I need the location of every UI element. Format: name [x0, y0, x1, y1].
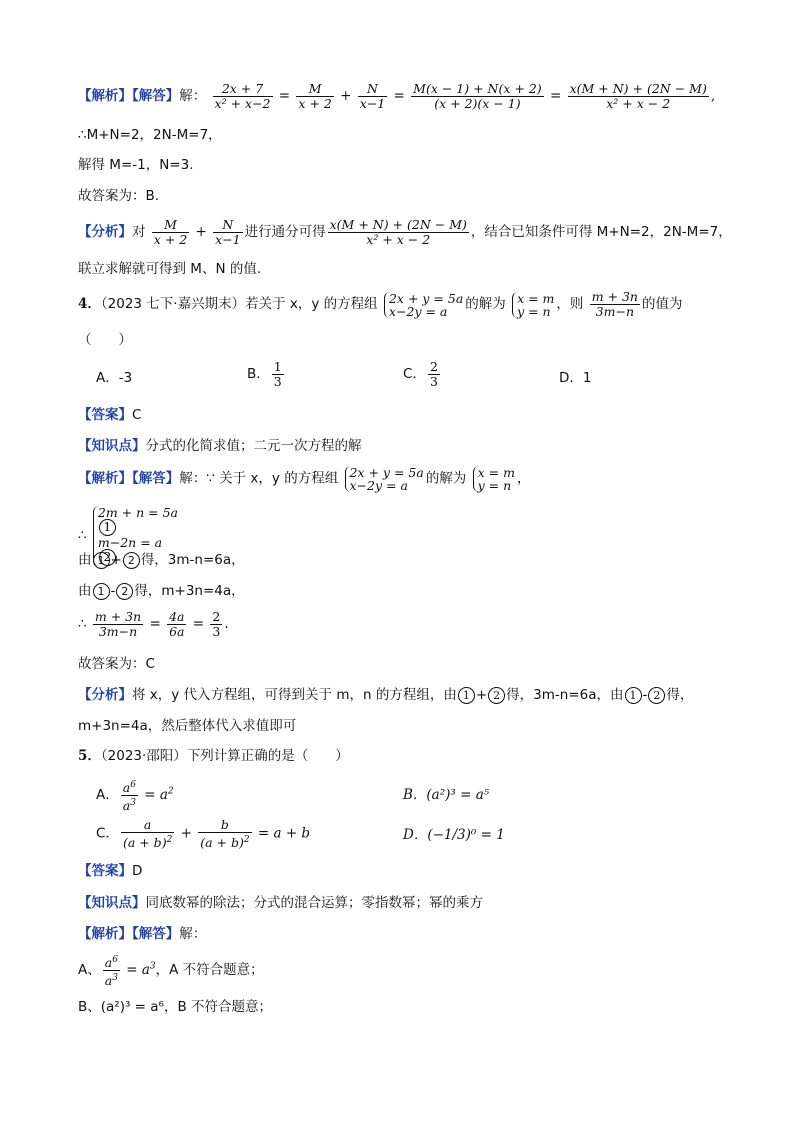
q5-knowledge: 【知识点】同底数幂的除法；分式的混合运算；零指数幂；幂的乘方: [78, 895, 483, 911]
q4-final: 故答案为：C: [78, 656, 155, 672]
q5-b-line: B、(a²)³ = a⁶，B 不符合题意；: [78, 999, 273, 1015]
q4-option-d: D．1: [559, 370, 592, 386]
fraction: $\frac{M}{x + 2}$: [298, 81, 332, 111]
solution-tag: 【解析】【解答】: [78, 88, 180, 104]
q5-stem: 5．（2023·邵阳）下列计算正确的是（ ）: [78, 748, 349, 764]
q4-system-mn: ∴ 2m + n = 5a 1 m−2n = a 2: [78, 505, 178, 564]
fraction: $\frac{2x + 7}{\text{x² + x−2}}$: [214, 81, 271, 111]
equation-system: 2x + y = 5a x−2y = a: [345, 466, 424, 492]
q3-line4: 故答案为：B.: [78, 188, 160, 204]
fraction: $\frac{N}{x-1}$: [215, 217, 241, 247]
fraction: $\frac{M}{x + 2}$: [153, 217, 188, 247]
fraction: $\frac{N}{x-1}$: [359, 81, 386, 111]
q3-solution-line: 【解析】【解答】解： $\frac{2x + 7}{\text{x² + x−2}}$ = $\frac{M}{x + 2}$ + $\frac{N}{x-1}$ = $\frac{M(x - 1) + N(x + 2)}{(x + 2)(x - 1)}$ = $\frac{x(M + N) + (2N - M)}{\text{x² + x − 2}}$ ,: [78, 81, 716, 111]
analysis-tag: 【分析】: [78, 224, 132, 240]
q4-analysis-line2: m+3n=4a，然后整体代入求值即可: [78, 718, 297, 734]
equation-system: x = m y = n: [512, 292, 554, 318]
q4-step1: 由 1 + 2 得，3m-n=6a，: [78, 552, 245, 568]
q4-answer: 【答案】C: [78, 407, 142, 423]
q4-paren: （ ）: [78, 332, 132, 348]
q5-a-line: A、 $\frac{a^6}{a^3}$ = $a^3$，A 不符合题意；: [78, 955, 264, 989]
circled-number: 2: [99, 549, 116, 566]
q4-knowledge: 【知识点】分式的化简求值；二元一次方程的解: [78, 438, 362, 454]
fraction: $\frac{x(M + N) + (2N - M)}{\text{x² + x − 2}}$: [569, 81, 707, 111]
q4-option-a: A．-3: [96, 370, 133, 386]
q4-analysis: 【分析】将 x，y 代入方程组，可得到关于 m，n 的方程组，由 1 + 2 得，3m-n=6a，由 1 - 2 得，: [78, 687, 694, 703]
q3-analysis: 【分析】对 $\frac{M}{x + 2}$ + $\frac{N}{x-1}$ 进行通分可得 $\frac{x(M + N) + (2N - M)}{\text{x² + x − 2}}$ ，结合已知条件可得 M+N=2，2N-M=7，: [78, 217, 732, 247]
q4-option-c: C． $\frac{2}{3}$: [403, 359, 438, 389]
q5-option-d: D．(−1/3)⁰ = 1: [403, 827, 505, 843]
q3-line3: 解得 M=-1，N=3.: [78, 157, 194, 173]
q4-option-b: B． $\frac{1}{3}$: [247, 359, 282, 389]
fraction: $\frac{M(x - 1) + N(x + 2)}{(x + 2)(x - 1)}$: [413, 81, 542, 111]
equation-system: 2m + n = 5a 1 m−2n = a 2: [93, 506, 178, 566]
q4-stem: 4．（2023 七下·嘉兴期末）若关于 x，y 的方程组 2x + y = 5a x−2y = a 的解为 x = m y = n ，则 $\frac{m + 3n}{3m-n}$ 的值为: [78, 289, 683, 319]
circled-number: 1: [99, 519, 116, 536]
equation-system: 2x + y = 5a x−2y = a: [384, 292, 463, 318]
fraction: $\frac{2}{3}$: [429, 359, 438, 389]
fraction: $\frac{x(M + N) + (2N - M)}{\text{x² + x − 2}}$: [329, 217, 467, 247]
q3-line2: ∴M+N=2，2N-M=7，: [78, 127, 222, 143]
q5-option-c: C． $\frac{a}{(a + b)^2}$ + $\frac{b}{(a + b)^2}$ = a + b: [96, 817, 311, 851]
fraction: $\frac{m + 3n}{3m-n}$: [591, 289, 638, 319]
fraction: $\frac{1}{3}$: [273, 359, 282, 389]
equation-system: x = m y = n: [473, 466, 515, 492]
q5-option-b: B．(a²)³ = a⁵: [403, 787, 490, 803]
q3-analysis-line2: 联立求解就可得到 M、N 的值.: [78, 261, 262, 277]
q5-option-a: A． $\frac{a^6}{a^3}$ = $a^2$: [96, 780, 174, 814]
q5-answer: 【答案】D: [78, 863, 143, 879]
q4-step2: 由 1 - 2 得，m+3n=4a，: [78, 583, 245, 599]
q4-solution: 【解析】【解答】解：∵ 关于 x，y 的方程组 2x + y = 5a x−2y = a 的解为 x = m y = n ，: [78, 465, 531, 493]
q4-result: ∴ $\frac{m + 3n}{3m-n}$ = $\frac{4a}{6a}$ = $\frac{2}{3}$ .: [78, 609, 229, 639]
q5-solution: 【解析】【解答】解：: [78, 926, 207, 942]
